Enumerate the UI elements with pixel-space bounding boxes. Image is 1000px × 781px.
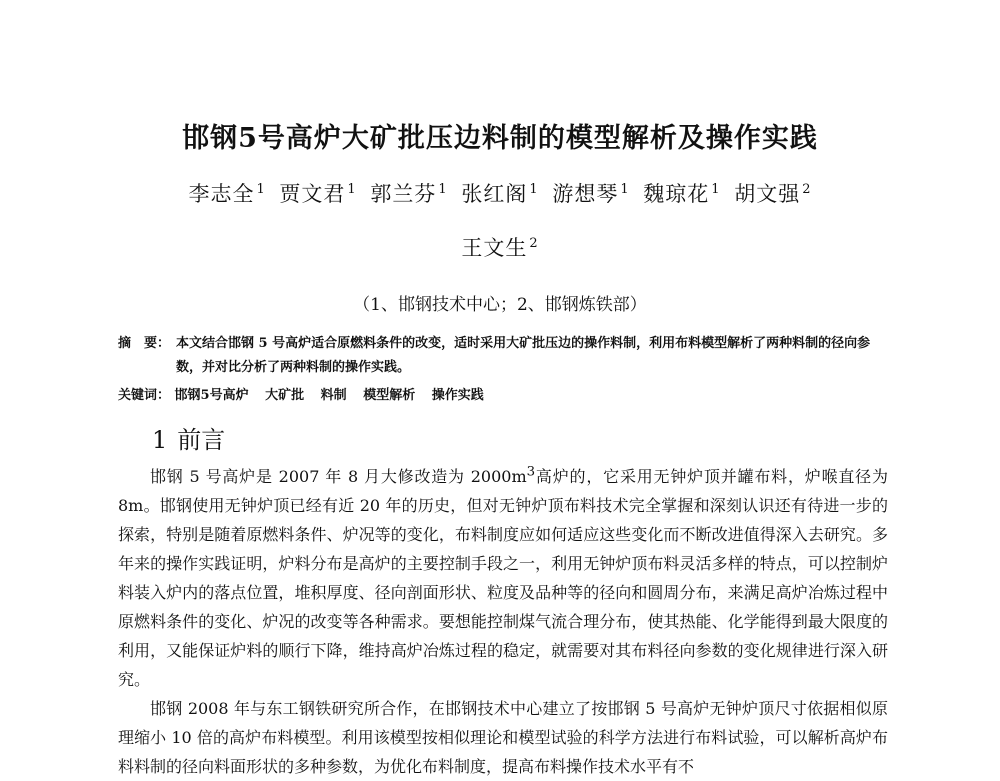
keyword: 邯钢5号高炉 bbox=[174, 388, 249, 403]
author-list-continued bbox=[0, 232, 1000, 262]
author bbox=[279, 182, 356, 206]
section-heading bbox=[152, 420, 225, 455]
author-affiliation-mark: 1 bbox=[347, 182, 357, 197]
keyword: 料制 bbox=[320, 388, 347, 403]
paragraph: 邯钢 2008 年与东工钢铁研究所合作，在邯钢技术中心建立了按邯钢 5 号高炉无钟炉顶尺寸依据相似原理缩小 10 倍的高炉布料模型。利用该模型按相似理论和模型试验的科学方法进行布料试验，可以解析高炉布料料制的径向料面形状的多种参数，为优化布料制度，提高布料操作技术水平有不 bbox=[118, 699, 888, 776]
section-title: 前言 bbox=[177, 426, 226, 454]
author-name: 李志全 bbox=[188, 182, 255, 206]
author-affiliation-mark: 1 bbox=[438, 182, 448, 197]
paper-title: 邯钢5号高炉大矿批压边料制的模型解析及操作实践 bbox=[182, 123, 818, 154]
author-name: 张红阁 bbox=[461, 182, 528, 206]
author-name: 胡文强 bbox=[734, 182, 801, 206]
author-name: 贾文君 bbox=[279, 182, 346, 206]
author-affiliation-mark: 1 bbox=[620, 182, 630, 197]
abstract-block bbox=[118, 332, 888, 380]
paragraph bbox=[118, 462, 888, 694]
keyword: 模型解析 bbox=[363, 388, 416, 403]
keyword: 操作实践 bbox=[431, 388, 484, 403]
keywords-line bbox=[118, 384, 888, 403]
author-name: 郭兰芬 bbox=[370, 182, 437, 206]
abstract-label: 摘 要： bbox=[118, 336, 171, 351]
section-number: 1 bbox=[152, 426, 168, 454]
author bbox=[552, 182, 629, 206]
author-name: 魏琼花 bbox=[643, 182, 710, 206]
body-text bbox=[118, 462, 888, 781]
author-affiliation-mark: 1 bbox=[711, 182, 721, 197]
author bbox=[461, 182, 538, 206]
author-affiliation-mark: 2 bbox=[802, 182, 812, 197]
author bbox=[461, 236, 538, 260]
author-affiliation-mark: 2 bbox=[529, 236, 539, 251]
author-name: 游想琴 bbox=[552, 182, 619, 206]
author-affiliation-mark: 1 bbox=[529, 182, 539, 197]
author-list bbox=[0, 178, 1000, 208]
affiliation-line: （1、邯钢技术中心；2、邯钢炼铁部） bbox=[353, 295, 647, 315]
keyword: 大矿批 bbox=[265, 388, 305, 403]
abstract-text: 本文结合邯钢 5 号高炉适合原燃料条件的改变，适时采用大矿批压边的操作料制，利用布料模型解析了两种料制的径向参数，并对比分析了两种料制的操作实践。 bbox=[176, 336, 871, 375]
author bbox=[188, 182, 265, 206]
author-affiliation-mark: 1 bbox=[256, 182, 266, 197]
author bbox=[734, 182, 811, 206]
superscript: 3 bbox=[526, 464, 536, 480]
author-name: 王文生 bbox=[461, 236, 528, 260]
keywords-label: 关键词： bbox=[118, 388, 171, 403]
author bbox=[370, 182, 447, 206]
author bbox=[643, 182, 720, 206]
paragraph-text: 邯钢 5 号高炉是 2007 年 8 月大修改造为 2000m bbox=[150, 467, 527, 486]
paragraph-text: 高炉的，它采用无钟炉顶并罐布料，炉喉直径为 8m。邯钢使用无钟炉顶已经有近 20 年的历史，但对无钟炉顶布料技术完全掌握和深刻认识还有待进一步的探索，特别是随着原燃料条件、炉况等的变化，布料制度应如何适应这些变化而不断改进值得深入去研究。多年来的操作实践证明，炉料分布是高炉的主要控制手段之一，利用无钟炉顶布料灵活多样的特点，可以控制炉料装入炉内的落点位置，堆积厚度、径向剖面形状、粒度及品种等的径向和圆周分布，来满足高炉冶炼过程中原燃料条件的变化、炉况的改变等各种需求。要想能控制煤气流合理分布，使其热能、化学能得到最大限度的利用，又能保证炉料的顺行下降，维持高炉冶炼过程的稳定，就需要对其布料径向参数的变化规律进行深入研究。 bbox=[118, 467, 888, 689]
